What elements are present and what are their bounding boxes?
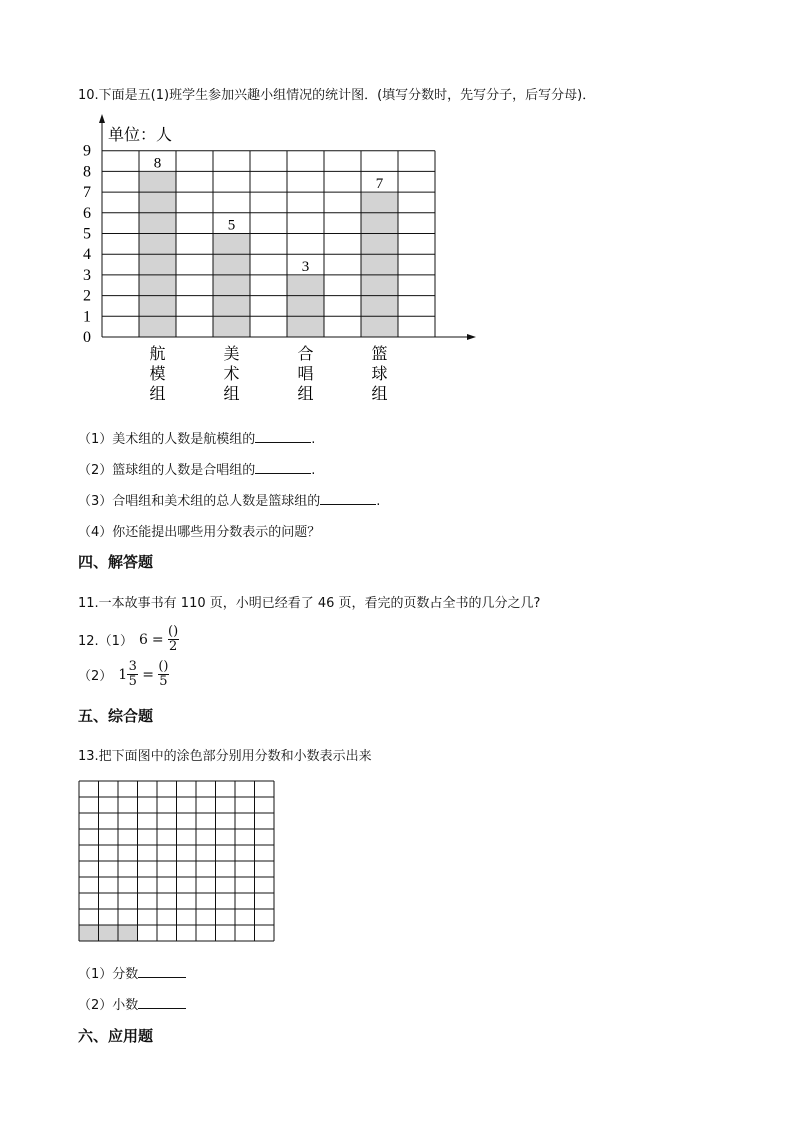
- y-tick-label: 9: [83, 142, 91, 160]
- q12-part2: [78, 660, 169, 689]
- period: .: [311, 463, 316, 478]
- q12-p2-denominator: 5: [128, 674, 137, 689]
- bar: [214, 234, 250, 337]
- q13-title: 13.把下面图中的涂色部分别用分数和小数表示出来: [78, 749, 372, 764]
- q12-prefix: 12.（1）: [78, 634, 133, 649]
- q11-text: 11.一本故事书有 110 页，小明已经看了 46 页，看完的页数占全书的几分之几?: [78, 596, 541, 611]
- category-label: 航: [149, 344, 166, 363]
- y-tick-label: 2: [83, 287, 91, 305]
- q13-sub1: [78, 963, 186, 982]
- section-6-title: 六、应用题: [78, 1027, 154, 1045]
- q12-p2-mixed-fraction: [127, 660, 138, 689]
- q10-sub1-text: （1）美术组的人数是航模组的: [78, 432, 256, 447]
- unit-label: 单位：人: [108, 125, 173, 144]
- data-label: 7: [375, 176, 384, 193]
- q12-p1-fraction[interactable]: [168, 625, 179, 654]
- y-tick-label: 6: [83, 204, 91, 222]
- q12-p2-whole: 1: [118, 666, 128, 683]
- y-tick-label: 1: [83, 308, 91, 326]
- bar: [362, 193, 398, 337]
- q13-decimal-blank[interactable]: [138, 996, 186, 1009]
- category-label: 美: [223, 344, 240, 363]
- q12-p2-result-numerator: (): [158, 659, 169, 674]
- y-tick-label: 5: [83, 225, 91, 243]
- period: .: [376, 494, 381, 509]
- q13-sub1-text: （1）分数: [78, 967, 139, 982]
- q12-p2-result-denominator: 5: [159, 674, 168, 689]
- y-tick-label: 7: [83, 184, 91, 202]
- q12-p2-numerator: 3: [128, 659, 137, 674]
- y-tick-label: 8: [83, 163, 91, 181]
- category-label: 组: [149, 384, 166, 403]
- q12-p1-whole: 6: [138, 631, 148, 648]
- category-label: 唱: [297, 364, 314, 383]
- category-label: 模: [149, 364, 166, 383]
- category-label: 篮: [371, 344, 388, 363]
- q10-sub3-blank[interactable]: [320, 492, 376, 505]
- data-label: 3: [301, 258, 310, 275]
- category-label: 术: [223, 364, 240, 383]
- q10-sub2: [78, 459, 315, 478]
- q10-sub4: （4）你还能提出哪些用分数表示的问题？: [78, 525, 321, 540]
- x-axis-arrow-icon: [467, 334, 476, 340]
- q13-sub2: [78, 994, 186, 1013]
- q12-p1-denominator: 2: [168, 639, 178, 654]
- section-5-title: 五、综合题: [78, 707, 154, 725]
- shaded-cell: [118, 925, 138, 941]
- q12-p1-numerator: (): [168, 624, 179, 639]
- q10-sub3: [78, 490, 380, 509]
- category-label: 合: [297, 344, 314, 363]
- section-4-title: 四、解答题: [78, 553, 154, 571]
- q10-sub2-text: （2）篮球组的人数是合唱组的: [78, 463, 256, 478]
- q13-fraction-blank[interactable]: [138, 965, 186, 978]
- y-tick-label: 0: [83, 329, 91, 346]
- q10-sub1: [78, 428, 315, 447]
- q12-p2-prefix: （2）: [78, 669, 113, 684]
- category-label: 组: [297, 384, 314, 403]
- q10-title: 10.下面是五(1)班学生参加兴趣小组情况的统计图．(填写分数时，先写分子，后写分母)．: [78, 88, 596, 103]
- y-tick-label: 4: [83, 246, 91, 264]
- y-axis-arrow-icon: [99, 114, 105, 123]
- hundred-grid: [78, 780, 276, 944]
- data-label: 8: [153, 155, 162, 172]
- shaded-cell: [99, 925, 119, 941]
- category-label: 组: [371, 384, 388, 403]
- bar-chart: [70, 112, 490, 412]
- shaded-cell: [79, 925, 99, 941]
- y-tick-label: 3: [83, 266, 91, 284]
- period: .: [311, 432, 316, 447]
- q12-part1: [78, 625, 179, 654]
- q10-sub3-text: （3）合唱组和美术组的总人数是篮球组的: [78, 494, 321, 509]
- category-label: 组: [223, 384, 240, 403]
- bar: [288, 275, 324, 336]
- q10-sub2-blank[interactable]: [255, 461, 311, 474]
- q10-sub1-blank[interactable]: [255, 430, 311, 443]
- q12-p1-equals: =: [151, 631, 164, 648]
- category-label: 球: [371, 364, 388, 383]
- q13-sub2-text: （2）小数: [78, 998, 139, 1013]
- data-label: 5: [227, 217, 236, 234]
- q12-p2-equals: =: [142, 666, 154, 683]
- q12-p2-result-fraction[interactable]: [158, 660, 169, 689]
